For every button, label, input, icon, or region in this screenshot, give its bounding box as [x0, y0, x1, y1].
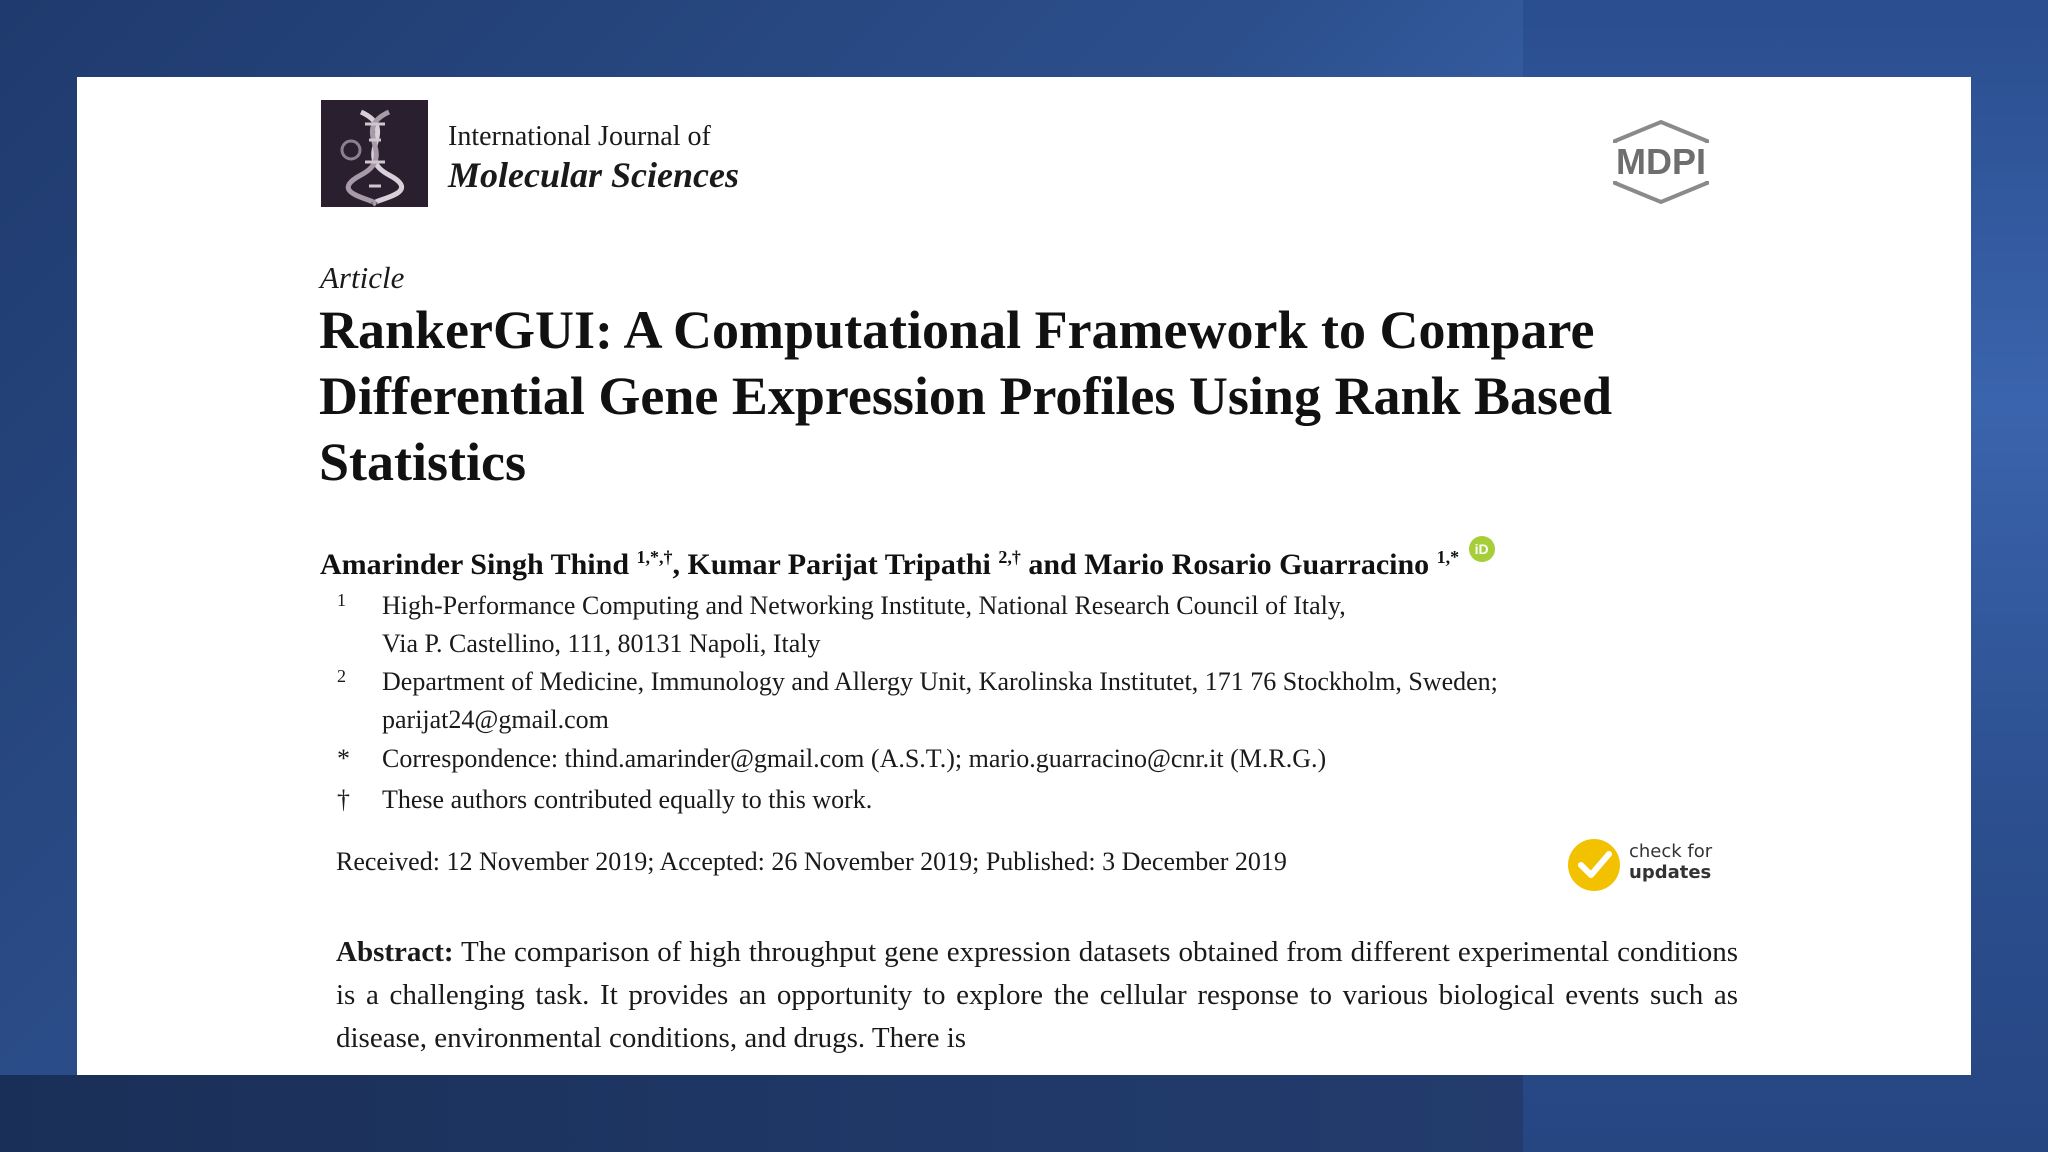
orcid-icon[interactable]: iD — [1469, 536, 1495, 562]
check-for-updates-button[interactable] — [1566, 837, 1736, 893]
author-affiliation-marker: 1,*,† — [636, 547, 673, 567]
mdpi-logo — [1593, 119, 1729, 205]
abstract — [336, 931, 1738, 1060]
affiliation-text: Department of Medicine, Immunology and Allergy Unit, Karolinska Institutet, 171 76 Stockholm, Sweden; parijat24@gmail.com — [382, 667, 1498, 734]
author-separator: , — [672, 548, 688, 581]
author-affiliation-marker: 1,* — [1436, 547, 1460, 567]
abstract-text: The comparison of high throughput gene expression datasets obtained from different experimental conditions is a challenging task. It provides an opportunity to explore the cellular response to various biological events such as disease, environmental conditions, and drugs. There is — [336, 936, 1738, 1054]
author-name: Kumar Parijat Tripathi — [687, 548, 991, 581]
abstract-label: Abstract: — [336, 936, 454, 968]
affiliation-marker: * — [337, 744, 350, 773]
affiliation-text: High-Performance Computing and Networking Institute, National Research Council of Italy, Via P. Castellino, 111, 80131 Napoli, Italy — [382, 591, 1346, 658]
author-list — [320, 536, 1495, 582]
article-type: Article — [320, 260, 405, 295]
publisher-name: MDPI — [1616, 141, 1706, 182]
journal-name — [448, 120, 739, 196]
author-affiliation-marker: 2,† — [998, 547, 1021, 567]
check-for-updates-icon — [1566, 837, 1622, 893]
author-name: Mario Rosario Guarracino — [1084, 548, 1430, 581]
journal-name-line1: International Journal of — [448, 121, 711, 152]
affiliation-text: Correspondence: thind.amarinder@gmail.com (A.S.T.); mario.guarracino@cnr.it (M.R.G.) — [382, 744, 1327, 773]
publication-dates: Received: 12 November 2019; Accepted: 26 November 2019; Published: 3 December 2019 — [336, 847, 1287, 876]
affiliation-text: These authors contributed equally to this work. — [382, 785, 873, 814]
affiliation-marker: † — [337, 785, 350, 814]
article-title: RankerGUI: A Computational Framework to Compare Differential Gene Expression Profiles Using Rank Based Statistics — [319, 300, 1613, 492]
affiliation-marker: 1 — [337, 590, 346, 610]
journal-name-line2: Molecular Sciences — [448, 155, 739, 195]
dna-helix-icon — [321, 100, 428, 207]
background-panel-bottom — [0, 1075, 1523, 1152]
author-separator: and — [1020, 548, 1085, 581]
paper-page — [77, 77, 1971, 1075]
check-for-updates-line2: updates — [1629, 862, 1712, 883]
author-name: Amarinder Singh Thind — [320, 548, 630, 581]
check-for-updates-line1: check for — [1629, 841, 1713, 862]
affiliation-marker: 2 — [337, 666, 346, 686]
